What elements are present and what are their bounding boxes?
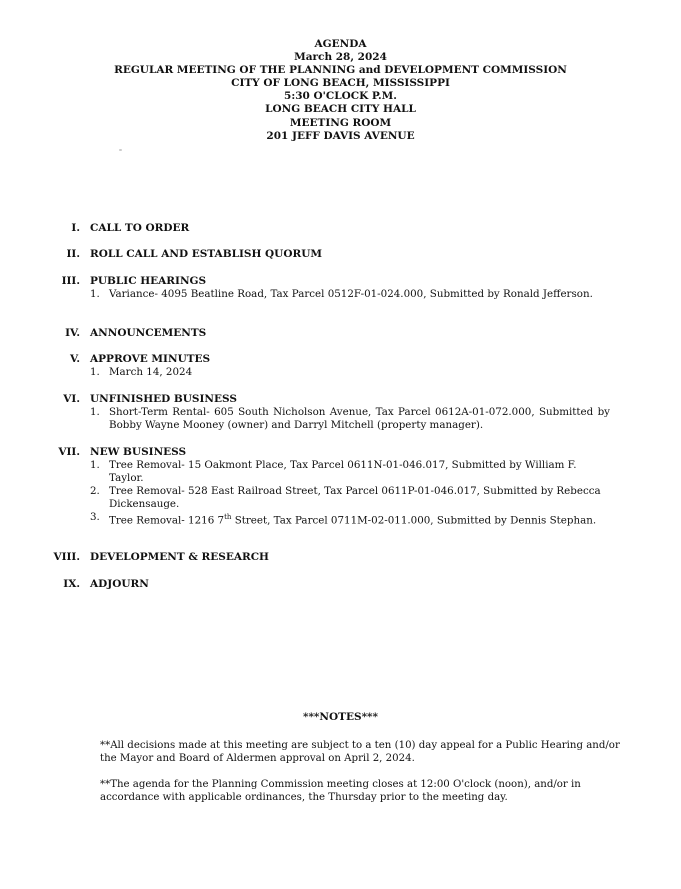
header-meeting: REGULAR MEETING OF THE PLANNING and DEVELOPMENT COMMISSION xyxy=(114,64,567,77)
section-number: I. xyxy=(71,222,80,234)
item-text-end: Street, Tax Parcel 0711M-02-011.000, Submitted by Dennis Stephan. xyxy=(231,514,597,527)
item-number: 1. xyxy=(90,459,100,471)
section-number: II. xyxy=(66,248,80,260)
item-list xyxy=(90,406,610,431)
header-time: 5:30 O'CLOCK P.M. xyxy=(284,90,397,103)
section-title: NEW BUSINESS xyxy=(90,446,187,458)
agenda-header xyxy=(0,38,681,143)
list-item xyxy=(90,511,610,527)
list-item xyxy=(90,288,610,301)
section-title: UNFINISHED BUSINESS xyxy=(90,393,237,405)
notes-title: ***NOTES*** xyxy=(302,711,379,723)
item-list xyxy=(90,459,610,527)
item-text: Short-Term Rental- 605 South Nicholson Avenue, Tax Parcel 0612A-01-072.000, Submitted by Bobby Wayne Mooney (owner) and Darryl Mitchell (property manager). xyxy=(109,406,610,431)
section-title: APPROVE MINUTES xyxy=(90,353,211,365)
scan-speck xyxy=(119,149,122,151)
note-agenda-deadline: **The agenda for the Planning Commission meeting closes at 12:00 O'clock (noon), and/or in accordance with applicable ordinances, the Thursday prior to the meeting day. xyxy=(100,779,581,804)
section-number: V. xyxy=(70,353,80,365)
section-title: ROLL CALL AND ESTABLISH QUORUM xyxy=(90,248,322,260)
item-text: Variance- 4095 Beatline Road, Tax Parcel 0512F-01-024.000, Submitted by Ronald Jefferson. xyxy=(109,288,593,300)
item-text-start: Tree Removal- 1216 7 xyxy=(109,514,225,527)
header-location: LONG BEACH CITY HALL xyxy=(265,103,416,116)
item-number: 1. xyxy=(90,366,100,378)
list-item xyxy=(90,485,610,510)
item-number: 2. xyxy=(90,485,100,498)
note-appeal: **All decisions made at this meeting are subject to a ten (10) day appeal for a Public Hearing and/or the Mayor and Board of Aldermen approval on April 2, 2024. xyxy=(100,740,620,765)
header-title: AGENDA xyxy=(314,38,367,50)
item-number: 1. xyxy=(90,288,100,300)
section-number: III. xyxy=(61,275,80,287)
section-title: ADJOURN xyxy=(90,578,149,590)
item-text: March 14, 2024 xyxy=(109,366,193,378)
list-item xyxy=(90,406,610,431)
list-item xyxy=(90,366,610,379)
header-address: 201 JEFF DAVIS AVENUE xyxy=(266,129,415,142)
item-text: Tree Removal- 528 East Railroad Street, Tax Parcel 0611P-01-046.017, Submitted by Rebecca Dickensauge. xyxy=(109,485,601,510)
section-title: CALL TO ORDER xyxy=(90,222,190,234)
item-number: 1. xyxy=(90,406,100,418)
section-title: ANNOUNCEMENTS xyxy=(90,327,207,339)
section-number: VIII. xyxy=(53,551,80,563)
item-text: Tree Removal- 15 Oakmont Place, Tax Parcel 0611N-01-046.017, Submitted by William F. Taylor. xyxy=(109,459,577,484)
header-city: CITY OF LONG BEACH, MISSISSIPPI xyxy=(231,77,450,90)
section-number: VII. xyxy=(58,446,80,458)
header-date: March 28, 2024 xyxy=(294,51,387,64)
item-number: 3. xyxy=(90,511,100,524)
list-item xyxy=(90,459,610,484)
item-list xyxy=(90,288,610,301)
section-number: VI. xyxy=(63,393,80,405)
ordinal-suffix: th xyxy=(224,513,232,522)
section-title: DEVELOPMENT & RESEARCH xyxy=(90,551,269,563)
header-room: MEETING ROOM xyxy=(289,116,392,129)
section-number: IV. xyxy=(65,327,80,339)
section-number: IX. xyxy=(63,578,80,590)
item-text xyxy=(109,511,610,527)
section-title: PUBLIC HEARINGS xyxy=(90,275,207,287)
item-list xyxy=(90,366,610,379)
